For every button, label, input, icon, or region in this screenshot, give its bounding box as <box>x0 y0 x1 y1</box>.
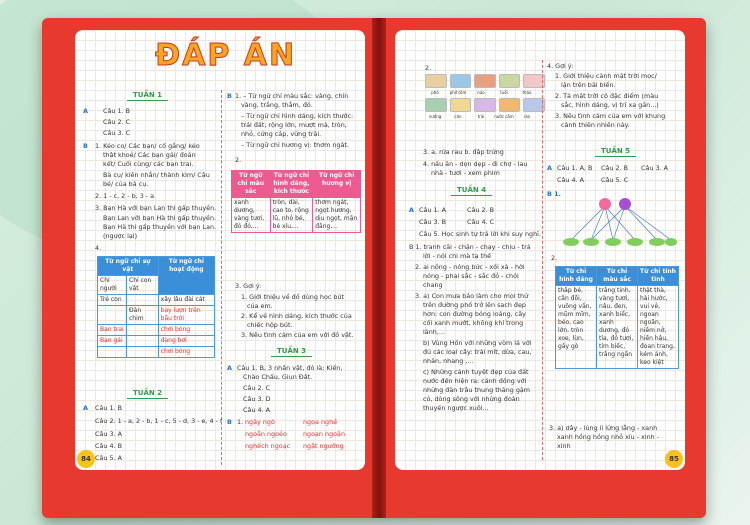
picture-label: phố <box>431 90 439 95</box>
picture-label: rán <box>523 114 531 119</box>
answer-line: 2. 1 - c, 2 - b, 3 - a <box>95 192 155 200</box>
table-header: Từ chỉ màu sắc <box>597 267 638 286</box>
right-page <box>395 30 685 470</box>
answer-item: Câu 3. A <box>95 430 122 438</box>
answer-line: 4. nấu ăn - dọn dẹp - đi chợ - lau <box>423 160 528 168</box>
answer-line: – Từ ngữ chỉ hình dáng, kích thước: <box>241 112 354 120</box>
answer-line: trên đường phố trở lên sạch đẹp <box>423 301 526 309</box>
answer-line: Bạn Lan với bạn Hà thi gấp thuyền. <box>103 214 217 222</box>
answer-line: 3. a. rửa rau b. đập trứng <box>423 148 504 156</box>
table-header: Từ chỉ hình dáng <box>556 267 597 286</box>
answer-line: bé/ của bà cụ. <box>103 180 149 188</box>
flower-icon <box>599 198 611 210</box>
word-table <box>97 256 215 358</box>
table-header: Từ ngữ chỉ màu sắc <box>232 171 271 198</box>
answer-item: Câu 2. B <box>601 164 628 172</box>
part-b-label: B 1. <box>547 190 561 198</box>
hint-line: lặn trên bãi biển. <box>561 81 616 89</box>
column-divider <box>542 60 543 460</box>
answer-line: kết/ Cuối cùng/ các bạn trai. <box>103 160 194 168</box>
word-pair: ngoạn ngoặn <box>303 430 345 438</box>
hint-line: cảnh thiên nhiên này. <box>561 121 630 129</box>
answer-number: 2. <box>425 64 432 72</box>
picture-icon <box>474 98 496 112</box>
answer-line: xinh <box>557 442 571 450</box>
answer-item: Câu 2. B <box>467 206 494 214</box>
page-title: ĐÁP ÁN <box>155 38 297 73</box>
hint-line: 2. Kể về hình dáng, kích thước của <box>241 312 352 320</box>
word-pair: ngoắn ngoẻo <box>245 430 287 438</box>
answer-item: Câu 1. A, B <box>557 164 593 172</box>
answer-item: Câu 5. C <box>601 176 629 184</box>
part-b-label: B <box>227 418 232 426</box>
answer-line: 3. a) Con mưa báo làm cho mọi thứ <box>415 292 529 300</box>
hint-line: 1. Giới thiệu về đồ dùng học bút <box>241 293 345 301</box>
answer-line: nhỏ, cứng cáp, vững trãi. <box>241 130 322 138</box>
hint-line: sắc, hình dáng, vị trí xa gần...) <box>561 101 659 109</box>
answer-item: Câu 1. B <box>103 107 130 115</box>
picture-icon <box>499 74 521 88</box>
picture-label: cân <box>454 114 462 119</box>
answer-item: Câu 2. C <box>243 384 271 392</box>
word-pair: ngọa nghề <box>303 418 338 426</box>
answer-item: Câu 3. A <box>641 164 668 172</box>
answer-line: 1. Kéo co/ Các bạn/ cố gắng/ kéo <box>95 142 200 150</box>
answer-item: Câu 1. B, 3 nhân vật, đó là: Kiến, <box>237 364 343 372</box>
answer-line: 3. a) dây - lủng lỉ lửng lẳng - xanh <box>549 424 658 432</box>
answer-item: Câu 5. Học sinh tự trả lời khi suy nghĩ. <box>419 230 541 238</box>
table-header: Từ ngữ chỉ sự vật <box>98 257 159 276</box>
answer-line: lời - nói chi mà tạ thế <box>423 252 492 260</box>
table-row: Đàn chim bay lượn trên bầu trời <box>98 306 215 325</box>
week-5-heading: TUẦN 5 <box>595 146 636 157</box>
answer-item: Câu 3. C <box>103 129 131 137</box>
answer-line: (ngược lại) <box>103 232 138 240</box>
answer-item: Câu 4. C <box>467 218 495 226</box>
part-a-label: A <box>227 364 232 372</box>
table-header: Từ ngữ chỉ hoạt động <box>158 257 214 295</box>
answer-item: Câu 4. A <box>243 406 270 414</box>
week-2-heading: TUẦN 2 <box>127 388 168 399</box>
week-1-heading: TUẦN 1 <box>127 90 168 101</box>
picture-label: nạo <box>477 90 485 95</box>
table-subheader: Chỉ con vật <box>127 276 159 295</box>
part-a-label: A <box>83 107 88 115</box>
part-a-label: A <box>83 404 88 412</box>
picture-icon <box>425 98 447 112</box>
part-a-label: A <box>409 206 414 214</box>
column-divider <box>221 90 222 465</box>
answer-item: Câu 4. A <box>557 176 584 184</box>
table-header: Từ ngữ chỉ hương vị <box>313 171 361 198</box>
left-page <box>75 30 365 470</box>
hint-line: 2. Tả mặt trời có đặc điểm (màu <box>555 92 659 100</box>
answer-line: hơn: con đường bóng loáng, cây <box>423 310 526 318</box>
table-subheader: Chỉ người <box>98 276 127 295</box>
hint-line: của em. <box>247 302 273 310</box>
picture-label: tháo <box>522 90 532 95</box>
table-header: Từ chỉ tính tình <box>638 267 679 286</box>
answer-line: 3. Bạn Hà với bạn Lan thi gấp thuyền. <box>95 204 217 212</box>
answer-line: b) Vùng Hồn với những vòm lá với <box>423 339 532 347</box>
answer-item: Câu 4. B <box>95 442 122 450</box>
answer-item: Câu 3. D <box>243 395 271 403</box>
table-row: Bạn trai chơi bóng <box>98 325 215 336</box>
answer-line: trái đất, rộng lớn, mượt mà, tròn, <box>241 121 347 129</box>
answer-number: 1. <box>237 418 244 426</box>
picture-label: tuổi <box>500 90 508 95</box>
word-pair: ngật ngưỡng <box>303 442 344 450</box>
answer-line: cỏ, dòng sông với những đoàn <box>423 395 520 403</box>
hint-line: 1. Giới thiệu cảnh mặt trời mọc/ <box>555 72 657 80</box>
picture-grid <box>425 74 545 119</box>
part-b-label: B <box>227 92 232 100</box>
week-4-heading: TUẦN 4 <box>451 185 492 196</box>
book-spine <box>372 18 386 518</box>
traits-table <box>555 266 679 369</box>
answer-number: 2. <box>551 254 558 262</box>
part-b-label: B <box>83 142 88 150</box>
word-pair: nghếch ngoạc <box>245 442 291 450</box>
picture-label: nước cắm <box>494 114 514 119</box>
table-header: Từ ngữ chỉ hình dáng, kích thước <box>270 171 313 198</box>
answer-line: nhãn, nhang ,... <box>423 357 474 365</box>
answer-line: chang <box>423 281 443 289</box>
page-number: 85 <box>665 450 683 468</box>
part-a-label: A <box>547 164 552 172</box>
answer-line: Bạn Hà thi gấp thuyền với bạn Lan. <box>103 223 217 231</box>
answer-line: 2. <box>235 156 242 164</box>
table-row: xanh dương, vàng tươi, đỏ đỏ,... tròn, dài, cao to, rộng lũ, nhỏ bé, bé xíu,... thơm ngát, ngọt hương, dịu ngọt, mặn đắng,... <box>232 198 361 233</box>
hint-line: 3. Nêu tình cảm của em với đồ vật. <box>241 331 354 339</box>
answer-item: Chào Chấu, Giun Đất. <box>243 373 313 381</box>
answer-line: xanh hồng hồng nhỏ xíu - xinh - <box>557 433 660 441</box>
answer-line: thuyền ngược xuôi... <box>423 404 489 412</box>
table-row: chơi bóng <box>98 347 215 358</box>
answer-line: Bà cụ/ kiên nhẫn/ thành kim/ Cậu <box>103 171 210 179</box>
answer-line: đủ các loại cây: trái mít, dừa, cau, <box>423 348 532 356</box>
table-row: Trẻ con xây lâu đài cát <box>98 295 215 306</box>
hint-line: 3. Gợi ý: <box>235 282 262 290</box>
picture-label: nướng <box>428 114 442 119</box>
answer-item: Câu 5. A <box>95 454 122 462</box>
answer-line: B 1. tranh cãi - chặn - chạy - chịu - trả <box>409 243 531 251</box>
table-row: thấp bé, cân đối, vuông vắn, mũm mĩm, béo, cao lớn, tròn xoe, lùn, gầy gò trắng tinh, vàng tươi, nâu, đen, xanh biếc, xanh dương, đỏ tía, đỏ tươi, tím biếc, trắng ngần thật thà, hài hước, vui vẻ, ngoan ngoãn, niềm nở, hiền hậu, đoan trang, kém ảnh, keo kiệt <box>556 286 679 369</box>
answer-line: nước đến hiện ra: cánh đồng với <box>423 377 527 385</box>
answer-line: vàng, trắng, thắm, đỏ. <box>241 101 313 109</box>
answer-line: nóng - phai sắc - sắc đỏ - chói <box>423 272 519 280</box>
hint-line: 3. Nêu tình cảm của em với khung <box>555 112 666 120</box>
picture-icon <box>499 98 521 112</box>
answer-line: thật khoẻ/ Các bạn gái/ đoán <box>103 151 196 159</box>
answer-line: 4. <box>95 244 102 252</box>
picture-icon <box>474 74 496 88</box>
answer-line: 2. ai nồng - nóng bức - xối xả - hời <box>415 263 525 271</box>
answer-line: – Từ ngữ chỉ hương vị: thơm ngát. <box>241 141 349 149</box>
picture-icon <box>450 98 472 112</box>
table-row: Bạn gái đang bơi <box>98 336 215 347</box>
descriptive-words-table <box>231 170 361 233</box>
hint-line: chiếc hộp bút. <box>247 321 293 329</box>
picture-label: phở tôm <box>449 90 467 95</box>
answer-line: c) Những cảnh tuyệt đẹp của đất <box>423 368 529 376</box>
answer-item: Câu 1. A <box>419 206 446 214</box>
answer-line: 1. – Từ ngữ chỉ màu sắc: vàng, chín <box>235 92 349 100</box>
week-3-heading: TUẦN 3 <box>271 346 312 357</box>
answer-item: Câu 2. C <box>103 118 131 126</box>
picture-label: trái <box>477 114 485 119</box>
answer-line: lành,... <box>423 328 445 336</box>
answer-item: Câu 1. B <box>95 404 122 412</box>
word-pair: ngày ngò <box>245 418 275 426</box>
answer-line: nhà - tươi - xem phim <box>431 169 500 177</box>
flower-icon <box>619 198 631 210</box>
picture-icon <box>450 74 472 88</box>
picture-icon <box>425 74 447 88</box>
answer-item: Câu 3. B <box>419 218 446 226</box>
hint-line: 4. Gợi ý: <box>547 62 574 70</box>
word-web-diagram <box>561 196 679 250</box>
answer-item: Câu 2. 1 - a, 2 - b, 1 - c, 5 - d, 3 - e, 4 - f <box>95 417 223 425</box>
page-number: 84 <box>77 450 95 468</box>
answer-line: cối xanh mướt, không khí trong <box>423 319 524 327</box>
answer-line: những đàn trâu thung thăng gặm <box>423 386 531 394</box>
